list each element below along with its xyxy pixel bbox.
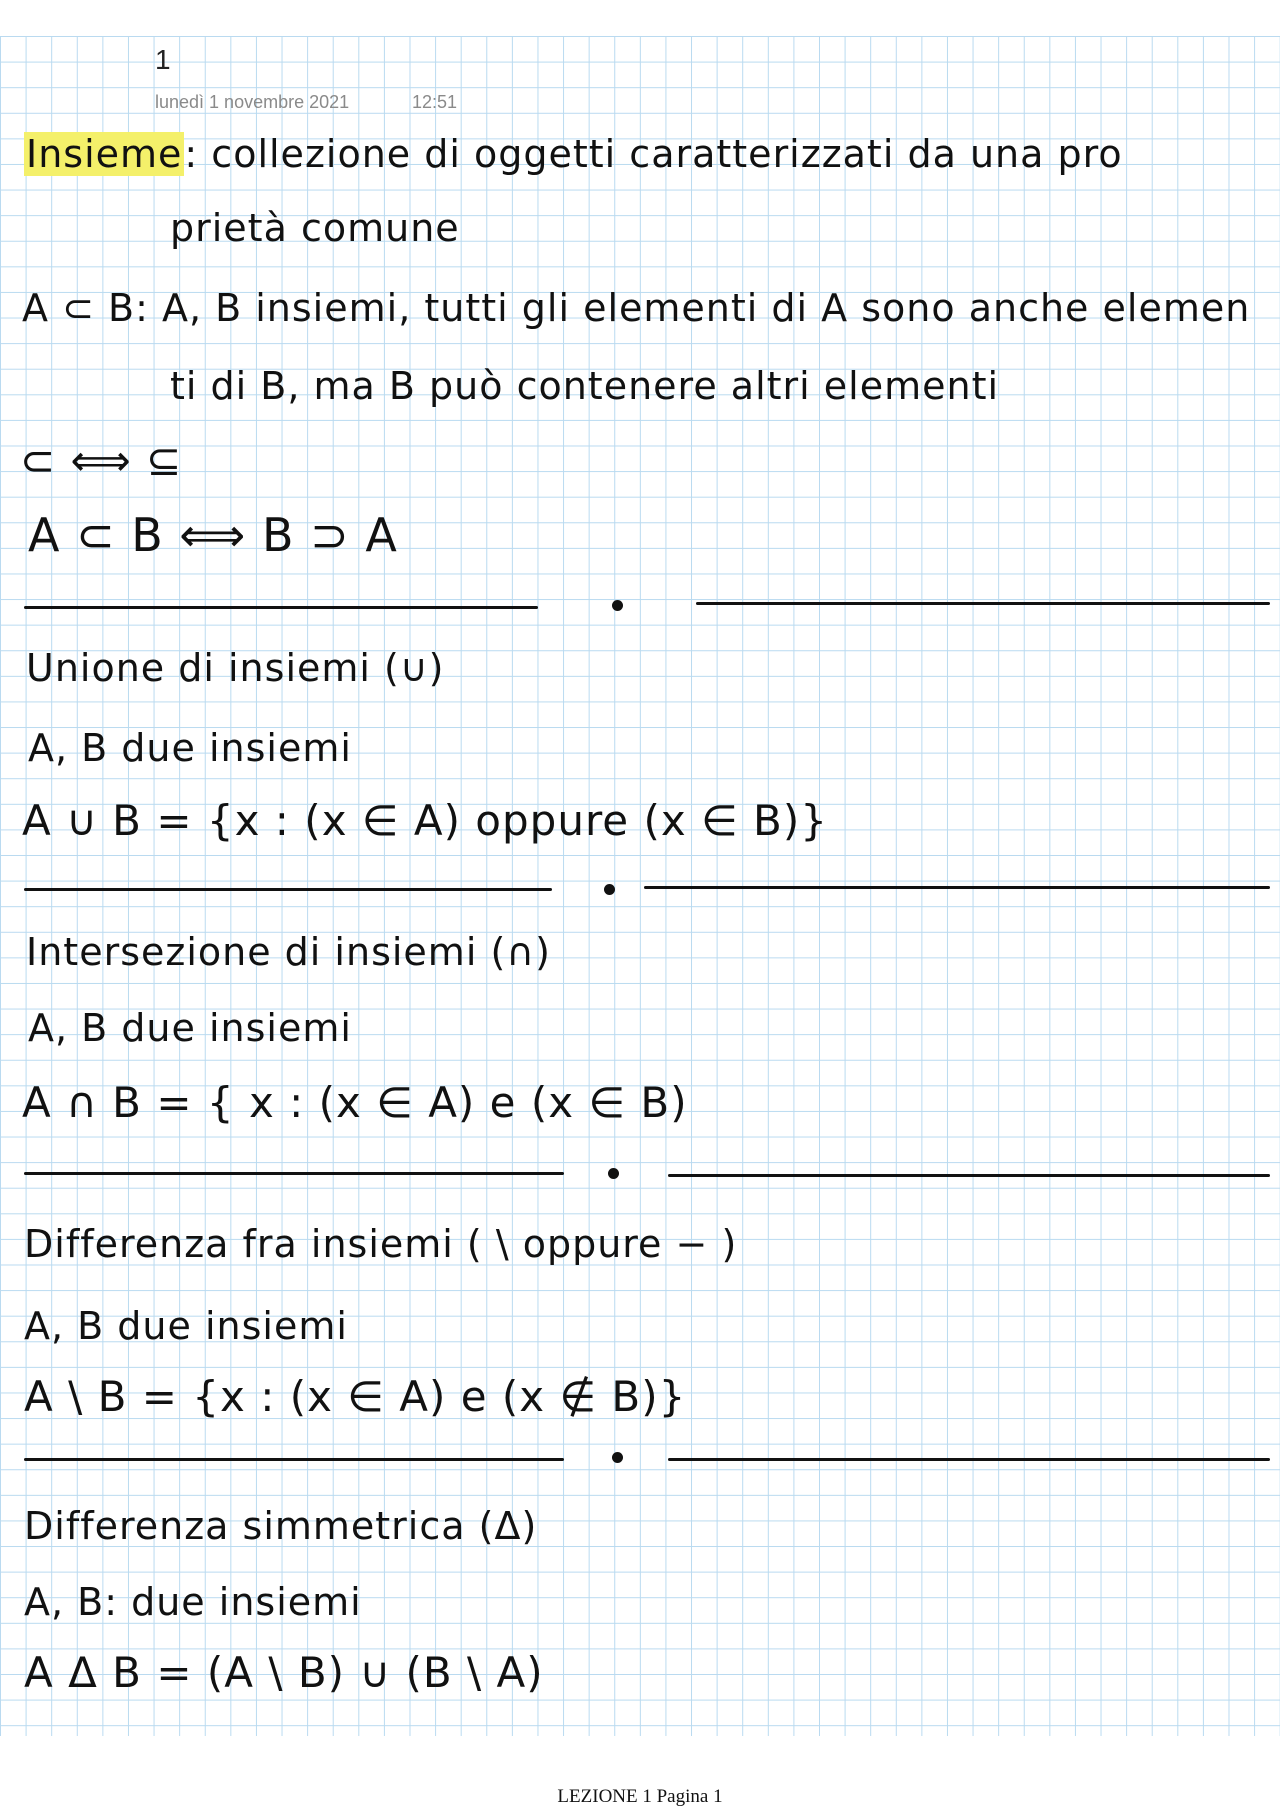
union-formula: A ∪ B = {x : (x ∈ A) oppure (x ∈ B)} [22,796,828,845]
difference-title: Differenza fra insiemi ( \ oppure − ) [24,1222,738,1266]
subset-equivalence: ⊂ ⟺ ⊆ [20,436,183,485]
section-divider [24,1172,564,1175]
insieme-definition-text: : collezione di oggetti caratterizzati da una pro [184,132,1123,176]
section-divider [24,888,552,891]
page-footer: LEZIONE 1 Pagina 1 [557,1786,723,1807]
section-divider [644,886,1270,889]
insieme-definition-line-2: prietà comune [170,206,460,250]
symmetric-difference-formula: A Δ B = (A \ B) ∪ (B \ A) [24,1648,544,1697]
divider-dot [612,1452,623,1463]
intersection-formula: A ∩ B = { x : (x ∈ A) e (x ∈ B) [22,1078,688,1127]
intersection-title: Intersezione di insiemi (∩) [26,930,551,974]
section-divider [24,606,538,609]
divider-dot [608,1168,619,1179]
section-divider [24,1458,564,1461]
insieme-definition-line-1 [24,132,1123,176]
symmetric-difference-sets: A, B: due insiemi [24,1580,362,1624]
subset-definition-line-2: ti di B, ma B può contenere altri elementi [170,364,1000,408]
difference-formula: A \ B = {x : (x ∈ A) e (x ∉ B)} [24,1372,687,1421]
divider-dot [612,600,623,611]
symmetric-difference-title: Differenza simmetrica (Δ) [24,1504,538,1548]
page-number: 1 [155,44,171,75]
subset-relation: A ⊂ B ⟺ B ⊃ A [28,508,398,562]
difference-sets: A, B due insiemi [24,1304,348,1348]
section-divider [696,602,1270,605]
note-date: lunedì 1 novembre 2021 [155,92,350,112]
divider-dot [604,884,615,895]
subset-definition-line-1: A ⊂ B: A, B insiemi, tutti gli elementi di A sono anche elemen [22,286,1251,330]
note-time: 12:51 [412,92,458,112]
insieme-term-highlight: Insieme [26,132,183,176]
union-title: Unione di insiemi (∪) [26,646,445,690]
union-sets: A, B due insiemi [28,726,352,770]
section-divider [668,1458,1270,1461]
section-divider [668,1174,1270,1177]
intersection-sets: A, B due insiemi [28,1006,352,1050]
